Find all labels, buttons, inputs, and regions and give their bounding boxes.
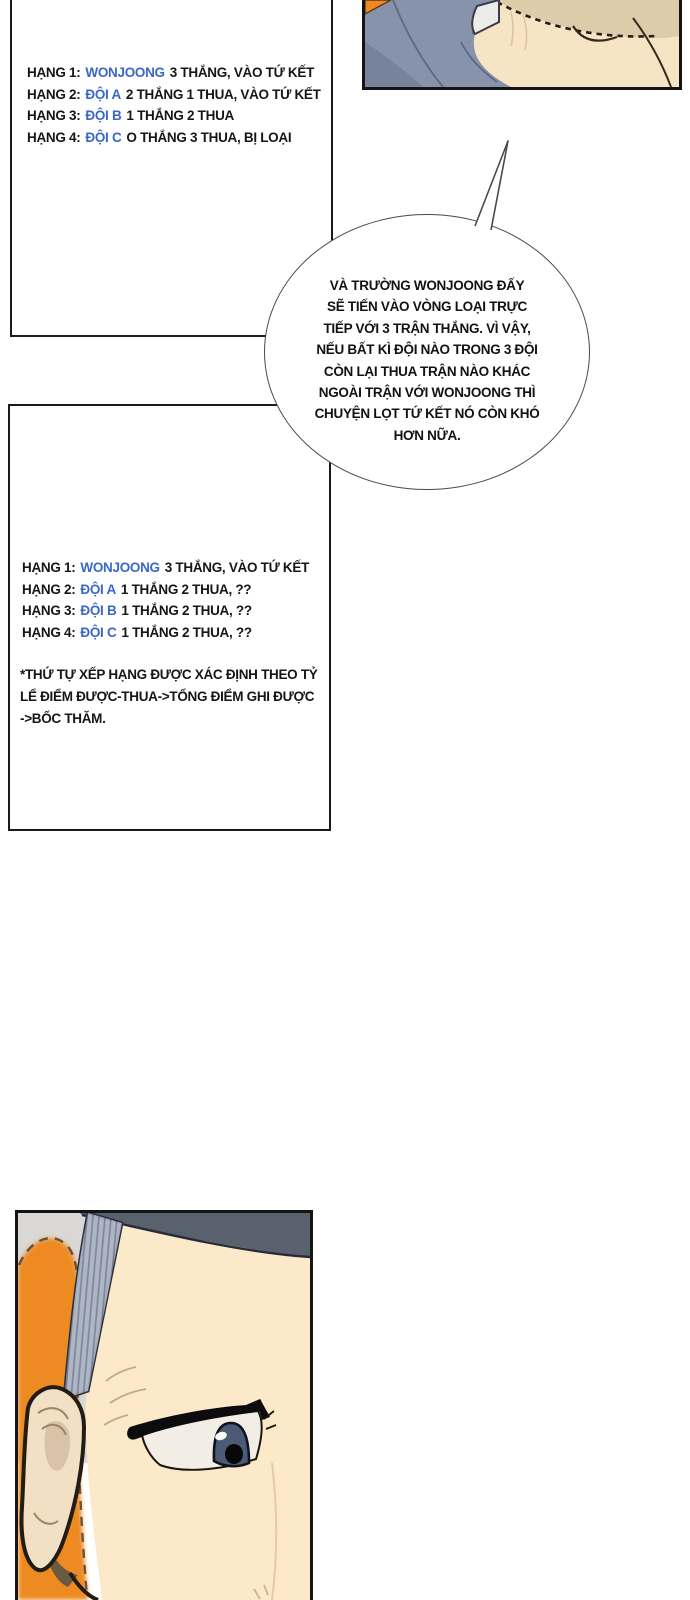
standings-panel-2 bbox=[8, 404, 331, 831]
standings-row bbox=[22, 579, 309, 601]
standings-row bbox=[22, 557, 309, 579]
bubble-line: VÀ TRƯỜNG WONJOONG ĐẤY bbox=[329, 278, 525, 293]
ranking-footnote bbox=[20, 664, 318, 729]
rank-label: HẠNG 4: bbox=[27, 129, 81, 145]
team-name: WONJOONG bbox=[80, 560, 160, 575]
row-result: O THẮNG 3 THUA, BỊ LOẠI bbox=[126, 129, 292, 145]
bubble-line: NGOÀI TRẬN VỚI WONJOONG THÌ bbox=[318, 385, 536, 401]
standings-row bbox=[27, 105, 321, 127]
face-closeup-panel bbox=[15, 1210, 313, 1600]
standings-2-rows bbox=[22, 557, 309, 643]
rank-label: HẠNG 1: bbox=[22, 560, 76, 575]
rank-label: HẠNG 2: bbox=[27, 86, 81, 102]
team-name: ĐỘI A bbox=[85, 86, 121, 102]
bubble-line: SẼ TIẾN VÀO VÒNG LOẠI TRỰC bbox=[327, 299, 527, 315]
row-result: 1 THẮNG 2 THUA, ?? bbox=[121, 624, 252, 640]
row-result: 1 THẮNG 2 THUA bbox=[126, 108, 234, 124]
standings-1-rows bbox=[27, 62, 321, 148]
team-name: ĐỘI B bbox=[80, 603, 117, 619]
bubble-line: HƠN NỮA. bbox=[393, 427, 461, 443]
rank-label: HẠNG 3: bbox=[22, 603, 76, 619]
team-name: WONJOONG bbox=[85, 65, 165, 80]
speech-bubble-text bbox=[271, 275, 583, 446]
team-name: ĐỘI C bbox=[80, 624, 117, 640]
standings-row bbox=[22, 600, 309, 622]
speech-bubble bbox=[264, 214, 590, 490]
bubble-line: TIẾP VỚI 3 TRẬN THẮNG. VÌ VẬY, bbox=[323, 320, 531, 336]
rank-label: HẠNG 3: bbox=[27, 108, 81, 124]
team-name: ĐỘI C bbox=[85, 129, 122, 145]
bubble-line: CÒN LẠI THUA TRẬN NÀO KHÁC bbox=[323, 363, 531, 379]
speech-bubble-tail bbox=[460, 134, 520, 238]
footnote-line: *THỨ TỰ XẾP HẠNG ĐƯỢC XÁC ĐỊNH THEO TỶ bbox=[20, 667, 318, 682]
row-result: 2 THẮNG 1 THUA, VÀO TỨ KẾT bbox=[125, 86, 321, 102]
chin-art bbox=[365, 0, 679, 87]
standings-row bbox=[22, 622, 309, 644]
eye-pupil bbox=[225, 1444, 243, 1464]
tail-shape bbox=[475, 141, 508, 230]
chin-closeup-panel bbox=[362, 0, 682, 90]
team-name: ĐỘI B bbox=[85, 108, 122, 124]
bubble-line: CHUYỆN LỌT TỨ KẾT NÓ CÒN KHÓ bbox=[314, 406, 540, 422]
rank-label: HẠNG 2: bbox=[22, 581, 76, 597]
footnote-line: ->BỐC THĂM. bbox=[20, 710, 106, 726]
row-result: 3 THẮNG, VÀO TỨ KẾT bbox=[164, 560, 310, 575]
rank-label: HẠNG 4: bbox=[22, 624, 76, 640]
row-result: 1 THẮNG 2 THUA, ?? bbox=[121, 603, 252, 619]
footnote-line: LỂ ĐIỂM ĐƯỢC-THUA->TỔNG ĐIỂM GHI ĐƯỢC bbox=[20, 688, 315, 704]
rank-label: HẠNG 1: bbox=[27, 65, 81, 80]
bubble-line: NẾU BẤT KÌ ĐỘI NÀO TRONG 3 ĐỘI bbox=[316, 342, 538, 358]
row-result: 1 THẮNG 2 THUA, ?? bbox=[120, 581, 252, 597]
standings-row bbox=[27, 84, 321, 106]
face-art bbox=[18, 1213, 310, 1600]
team-name: ĐỘI A bbox=[80, 581, 116, 597]
row-result: 3 THẮNG, VÀO TỨ KẾT bbox=[169, 65, 315, 80]
standings-row bbox=[27, 62, 321, 84]
standings-row bbox=[27, 127, 321, 149]
